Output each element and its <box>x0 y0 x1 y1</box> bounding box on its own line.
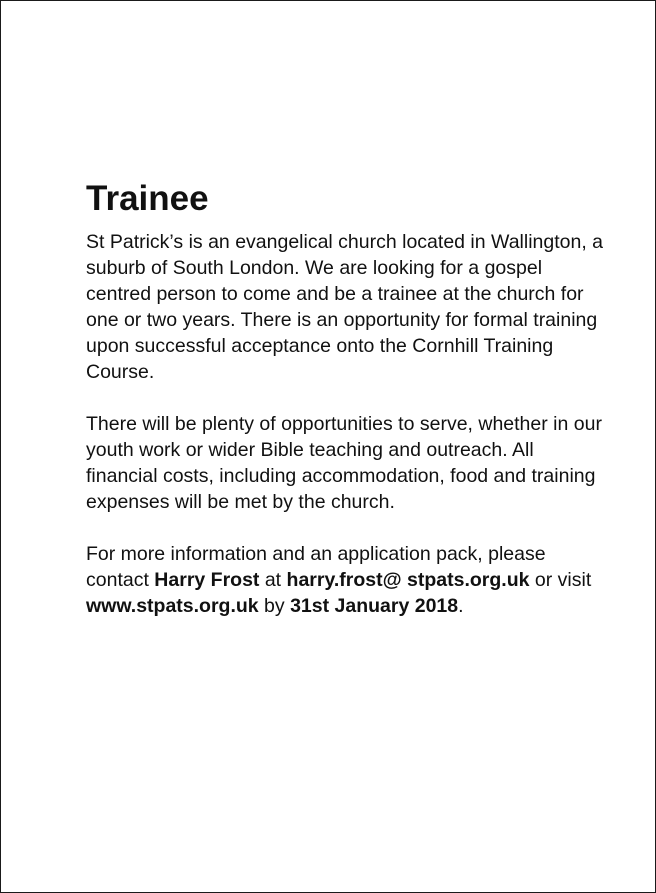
contact-text-3: or visit <box>529 569 592 591</box>
serve-paragraph: There will be plenty of opportunities to serve, whether in our youth work or wider Bible teaching and outreach. All financial costs, including accommodation, food and training expenses will be met by the church. <box>86 413 602 513</box>
page-title: Trainee <box>86 179 209 218</box>
contact-text-5: . <box>458 595 464 617</box>
advert-content <box>86 177 606 619</box>
contact-text-2: at <box>259 569 287 591</box>
contact-email: harry.frost@ stpats.org.uk <box>286 569 530 591</box>
contact-text-1: For more information and an application pack, please contact <box>86 543 546 591</box>
application-deadline: 31st January 2018 <box>290 595 459 617</box>
contact-website: www.stpats.org.uk <box>86 595 259 617</box>
contact-name: Harry Frost <box>154 569 260 591</box>
contact-paragraph <box>86 541 606 619</box>
contact-text-4: by <box>258 595 291 617</box>
intro-paragraph: St Patrick’s is an evangelical church located in Wallington, a suburb of South London. We are looking for a gospel centred person to come and be a trainee at the church for one or two years. There is an opportunity for formal training upon successful acceptance onto the Cornhill Training Course. <box>86 231 604 383</box>
